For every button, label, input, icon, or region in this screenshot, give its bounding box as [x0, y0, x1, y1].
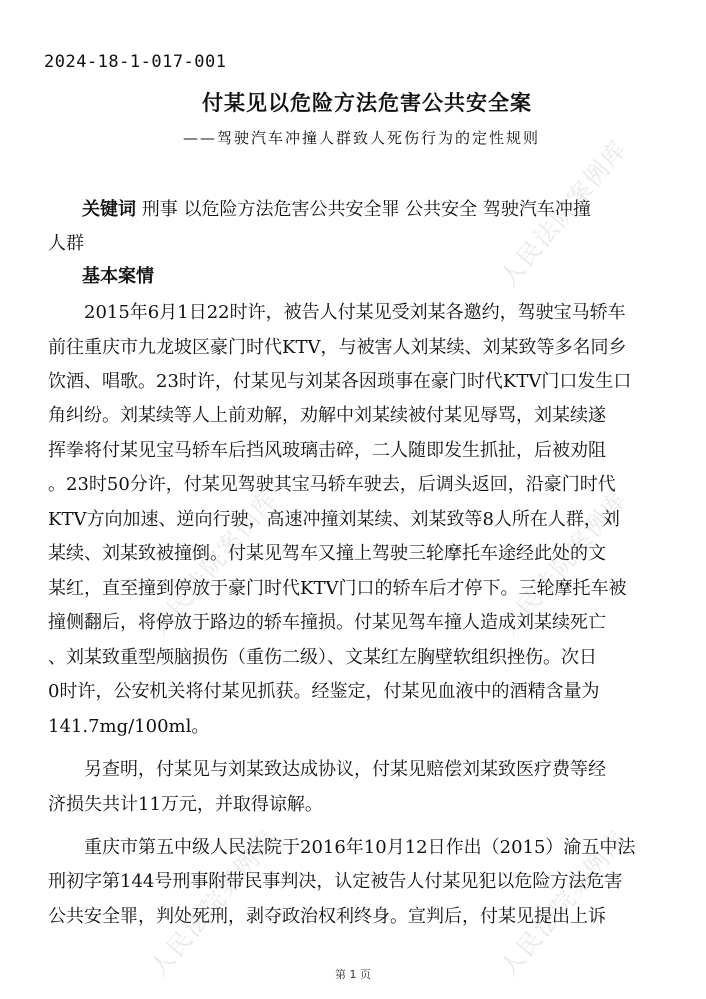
case-number: 2024-18-1-017-001	[44, 52, 227, 72]
body-line: 某红，直至撞到停放于豪门时代KTV门口的轿车后才停下。三轮摩托车被	[48, 578, 627, 599]
document-title: 付某见以危险方法危害公共安全案	[202, 90, 532, 115]
watermark: 人民法院案例库	[494, 824, 634, 982]
body-line: 前往重庆市九龙坡区豪门时代KTV，与被害人刘某续、刘某致等多名同乡	[48, 337, 627, 358]
document-subtitle: ——驾驶汽车冲撞人群致人死伤行为的定性规则	[183, 129, 541, 147]
body-line: 141.7mg/100ml。	[48, 716, 210, 737]
keywords-line	[82, 193, 662, 227]
body-line: 公共安全罪，判处死刑，剥夺政治权利终身。宣判后，付某见提出上诉	[48, 906, 606, 927]
body-line: 。23时50分许，付某见驾驶其宝马轿车驶去，后调头返回，沿豪门时代	[48, 474, 616, 495]
watermark: 人民法院案例库	[144, 484, 284, 642]
body-line: 2015年6月1日22时许，被告人付某见受刘某各邀约，驾驶宝马轿车	[84, 302, 626, 323]
keywords-label: 关键词	[82, 199, 136, 220]
body-line: 、刘某致重型颅脑损伤（重伤二级）、文某红左胸壁软组织挫伤。次日	[48, 647, 597, 668]
body-line: 济损失共计11万元，并取得谅解。	[48, 794, 323, 815]
body-line: 刑初字第144号刑事附带民事判决，认定被告人付某见犯以危险方法危害	[48, 871, 623, 892]
page-footer: 第 1 页	[335, 968, 371, 981]
body-line: 挥拳将付某见宝马轿车后挡风玻璃击碎，二人随即发生抓扯，后被劝阻	[48, 440, 606, 461]
body-line: 某续、刘某致被撞倒。付某见驾车又撞上驾驶三轮摩托车途经此处的文	[48, 543, 606, 564]
body-line: 饮酒、唱歌。23时许，付某见与刘某各因琐事在豪门时代KTV门口发生口	[48, 371, 632, 392]
body-line: KTV方向加速、逆向行驶，高速冲撞刘某续、刘某致等8人所在人群，刘	[48, 509, 620, 530]
body-line: 撞侧翻后，将停放于路边的轿车撞损。付某见驾车撞人造成刘某续死亡	[48, 612, 606, 633]
watermark: 人民法院案例库	[494, 484, 634, 642]
keywords-text-continued: 人群	[48, 233, 84, 254]
body-line: 另查明，付某见与刘某致达成协议，付某见赔偿刘某致医疗费等经	[84, 759, 606, 780]
body-line: 角纠纷。刘某续等人上前劝解，劝解中刘某续被付某见辱骂，刘某续遂	[48, 405, 606, 426]
watermark: 人民法院案例库	[144, 824, 284, 982]
watermark: 人民法院案例库	[494, 134, 634, 292]
section-heading: 基本案情	[82, 266, 154, 287]
body-line: 0时许，公安机关将付某见抓获。经鉴定，付某见血液中的酒精含量为	[48, 681, 600, 702]
body-line: 重庆市第五中级人民法院于2016年10月12日作出（2015）渝五中法	[84, 837, 636, 858]
keywords-text: 刑事 以危险方法危害公共安全罪 公共安全 驾驶汽车冲撞	[141, 199, 591, 220]
